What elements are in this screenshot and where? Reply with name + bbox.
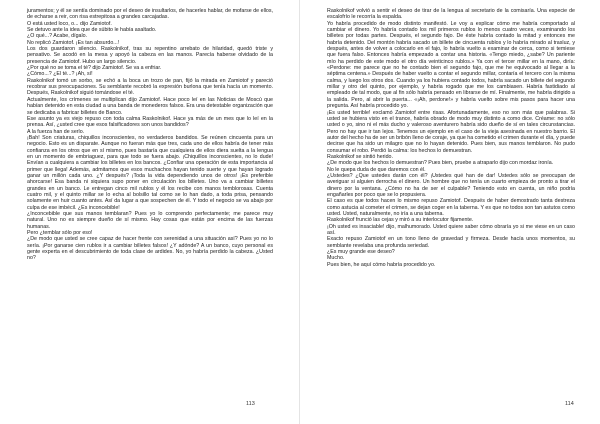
paragraph: No le quepa duda de que daremos con él. xyxy=(327,166,426,173)
right-page-text xyxy=(327,8,575,268)
page-number-left: 113 xyxy=(246,401,255,407)
paragraph: Raskolnikof se sintió herido. xyxy=(327,153,393,160)
paragraph: Actualmente, los crímenes se multiplican dijo Zamiotof. Hace poco leí en las Noticias de Moscú que habían detenido en esta ciudad a una banda de monederos falsos. Era una detestable organización que se dedicaba a fabricar billetes de Banco. xyxy=(27,96,273,116)
paragraph: ¿Ustedes? ¿Que ustedes darán con él? ¡Ustedes qué han de dar! Ustedes sólo se preocupan de averiguar si alguien derrocha el dinero. Un hombre que no tenía un cuarto empieza de pronto a tirar el dinero por la ventana. ¿Cómo no ha de ser el culpable? Teniendo esto en cuenta, un niño podría engañarles por poco que se lo propusiera. xyxy=(327,172,575,198)
paragraph: ¿Por qué no se toma el té? dijo Zamiotof. Se va a enfriar. xyxy=(27,65,162,72)
page-number-right: 114 xyxy=(565,401,574,407)
paragraph: Yo habría procedido de modo distinto manifestó. Le voy a explicar cómo me habría comportado al cambiar el dinero. Yo habría contado los mil primeros rublos lo menos cuatro veces, examinando los billetes por todas partes. Después, el segundo fajo. De éste habría contado la mitad y entonces me habría detenido. Del montón habría sacado un billete de cincuenta rublos y lo habría mirado al trasluz, y después, antes de volver a colocarlo en el fajo, lo habría vuelto a examinar de cerca, como si temiese que fuera falso. Entonces habría empezado a contar una historia. «Tengo miedo, ¿sabe? Un pariente mío ha perdido de este modo el otro día veinticinco rublos.» Ya con el tercer millar en la mano, diría: «Perdone: me parece que no he contado bien el segundo fajo, que me he equivocado al llegar a la séptima centena.» Después de haber vuelto a contar el segundo millar, contaría el tercero con la misma calma, y luego los otros dos. Cuando ya los hubiera contado todos, habría sacado un billete del segundo millar y otro del quinto, por ejemplo, y habría rogado que me los cambiasen. Habría fastidiado al empleado de tal modo, que al fin sólo habría pensado en librarse de mí. Finalmente, me habría dirigido a la salida. Pero, al abrir la puerta... «¡Ah, perdone!» y habría vuelto sobre mis pasos para hacer una pregunta. Así habría procedido yo. xyxy=(327,20,575,110)
paragraph: ¿De modo que los hechos lo demuestran? Pues bien, pruebe a atraparlo dijo con mordaz ironía. xyxy=(327,160,554,167)
paragraph: ¡Oh usted es insaciable! dijo, malhumorado. Usted quiere saber cómo obraría yo si me viese en un caso así. xyxy=(327,223,575,237)
paragraph: Ese asunto ya es viejo repuso con toda calma Raskolnikof. Hace ya más de un mes que lo leí en la prensa. Así, ¿usted cree que esos falsificadores son unos bandidos? xyxy=(27,115,273,129)
paragraph: ¡Bah! Son criaturas, chiquillos inconscientes, no verdaderos bandidos. Se reúnen cincuenta para un negocio. Esto es un disparate. Aunque no fueran más que tres, cada uno de ellos habría de tener más confianza en los otros que en sí mismo, pues bastaría que cualquiera de ellos diera suelta a la lengua en un momento de embriaguez, para que todo se fuera abajo. ¡Chiquillos inconscientes, no lo dude! Envían a cualquiera a cambiar los billetes en los bancos. ¿Confiar una operación de esta importancia al primer que llega! Además, admitamos que esos muchachos hayan tenido suerte y que hayan logrado ganar un millón cada uno. ¿Y después? ¡Toda la vida dependiendo unos de otros! ¡Es preferible ahorcarse! Esa banda ni siquiera supo poner en circulación los billetes. Uno va a cambiar billetes grandes en un banco. Le entregan cinco mil rublos y él los recibe con manos temblorosas. Cuenta cuatro mil, y el quinto millar se lo echa al bolsillo tal como se lo han dado, a toda prisa, pensando solamente en huir cuanto antes. Así da lugar a que sospechen de él. Y todo el negocio se va abajo por culpa de ese imbécil. ¿Es inconcebible! xyxy=(27,134,273,211)
paragraph: Raskolnikof tomó un sorbo, se echó a la boca un trozo de pan, fijó la mirada en Zamiotof y pareció recobrar sus preocupaciones. Su semblante recobró la expresión burlona que tenía hacía un momento. Después, Raskolnikof siguió tomándose el té. xyxy=(27,77,273,97)
paragraph: El caso es que todos hacen lo mismo repuso Zamiotof. Después de haber demostrado tanta destreza como astucia al cometer el crimen, se dejan coger en la taberna. Y es que no todos son tan astutos como usted. Usted, naturalmente, no iría a una taberna. xyxy=(327,198,575,217)
paragraph: ¿Cómo...? ¿El té...? ¡Ah, sí! xyxy=(27,71,93,78)
paragraph: ¿De modo que usted se cree capaz de hacer frente con serenidad a una situación así? Pues yo no lo sería. ¡Por ganarse cien rublos ir a cambiar billetes falsos! ¿Y adónde? A un banco, cuyo personal es gente experta en el descubrimiento de toda clase de ardides. No, yo habría perdido la cabeza. ¿Usted no? xyxy=(27,236,273,262)
paragraph: Pero ¿temblar sólo por eso! xyxy=(27,230,93,237)
paragraph: Se detuvo ante la idea que de súbito le había asaltado. xyxy=(27,27,157,34)
paragraph: juramentos; y él se sentía dominado por el deseo de insultarlos, de hacerles hablar, de mofarse de ellos, de echarse a reir, con risa estrepitosa a grandes carcajadas. xyxy=(27,8,273,21)
paragraph: O está usted loco, o... dijo Zamiotof. xyxy=(27,20,112,27)
paragraph: ¿Es muy grande ese deseo? xyxy=(327,249,395,256)
paragraph: Mucho. xyxy=(327,255,345,262)
paragraph: Raskolnikof frunció las cejas y miró a su interlocutor fijamente. xyxy=(327,217,474,224)
paragraph: No replicó Zamiotof. ¡Es tan absurdo...! xyxy=(27,39,120,46)
paragraph: ¡Es usted terrible! exclamó Zamiotof entre risas. Afortunadamente, eso no son más que palabras. Si usted se hubiera visto en el trance, habría obrado de modo muy distinto a como dice. Créame: no sólo usted o yo, sino ni el más ducho y valeroso aventurero habría sido dueño de sí en tales circunstancias. Pero no hay que ir tan lejos. Tenemos un ejemplo en el caso de la vieja asesinada en nuestro barrio. El autor del hecho ha de ser un bribón lleno de coraje, ya que ha cometido el crimen durante el día, y puede decirse que ha sido un milagro que no lo hayan detenido. Pues bien, sus manos temblaron. No pudo consumar el robo. Perdió la calma: los hechos lo demuestran. xyxy=(327,109,575,154)
paragraph: ¿Inconcebible que sus manos temblaran? Pues yo lo comprendo perfectamente; me parece muy natural. Uno no es siempre dueño de sí mismo. Hay cosas que están por encima de las fuerzas humanas. xyxy=(27,211,273,230)
paragraph: Raskolnikof volvió a sentir el deseo de tirar de la lengua al secretario de la comisaría. Una especie de escalofrío le recorría la espalda. xyxy=(327,8,575,21)
paragraph: ¿O qué...? Acabe, dígalo. xyxy=(27,33,88,40)
right-page xyxy=(300,0,600,424)
paragraph: Los dos guardaron silencio. Raskolnikof, tras su repentino arrebato de hilaridad, quedó triste y pensativo. Se acodó en la mesa y apoyó la cabeza en las manos. Parecía haberse olvidado de la presencia de Zamiotof. Hubo un largo silencio. xyxy=(27,46,273,65)
paragraph: Exacto repuso Zamiotof en un tono lleno de gravedad y firmeza. Desde hacía unos momentos, su semblante revelaba una profunda seriedad. xyxy=(327,236,575,249)
paragraph: A la fuerza han de serlo. xyxy=(27,128,85,135)
left-page-text xyxy=(27,8,273,262)
paragraph: Pues bien, he aquí cómo habría procedido yo. xyxy=(327,261,436,268)
